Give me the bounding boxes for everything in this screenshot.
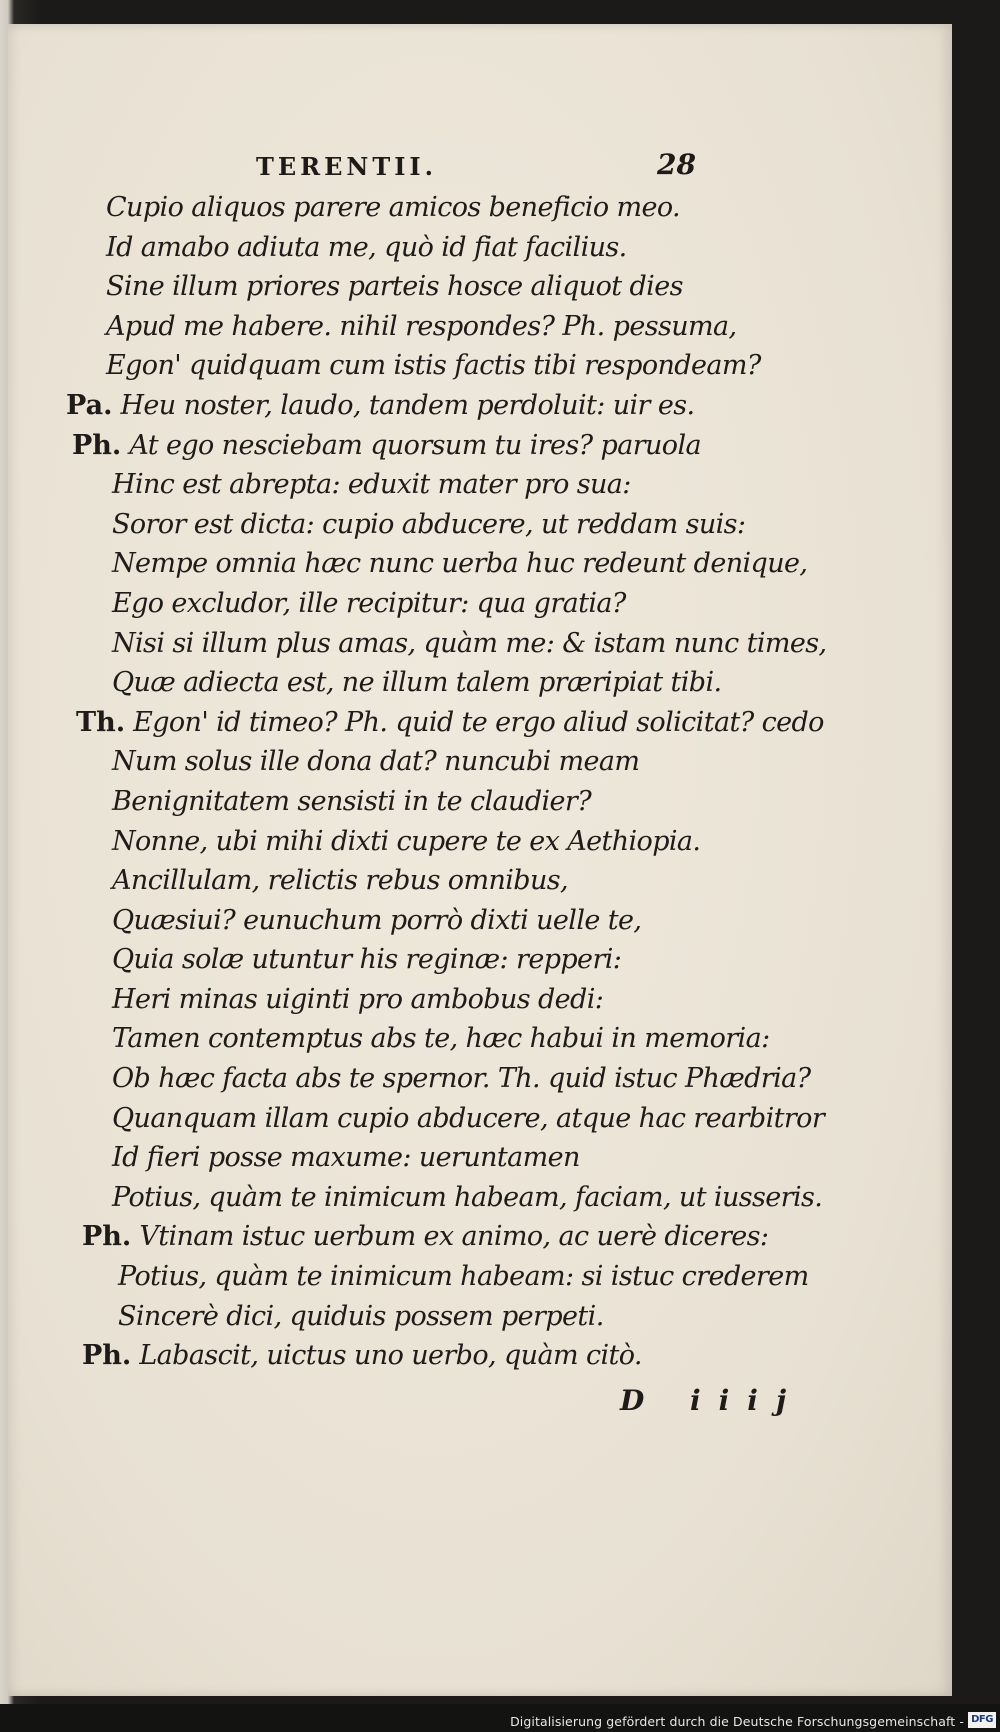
verse-line [66,1099,825,1139]
verse-line [66,1336,766,1376]
verse-line [66,742,766,782]
verse-line [66,663,766,703]
verse-text: Soror est dicta: cupio abducere, ut reddam suis: [112,508,746,540]
dfg-logo-icon: DFG [968,1712,996,1728]
verse-text: Tamen contemptus abs te, hæc habui in memoria: [112,1023,770,1055]
verse-line [66,861,766,901]
verse-text: Vtinam istuc uerbum ex animo, ac uerè diceres: [139,1221,769,1253]
verse-line [66,901,766,941]
verse-line [66,188,766,228]
verse-text: Nempe omnia hæc nunc uerba huc redeunt denique, [112,548,808,580]
verse-text: Potius, quàm te inimicum habeam: si istuc crederem [118,1261,809,1293]
verse-line [66,346,766,386]
verse-text: Cupio aliquos parere amicos beneficio meo. [106,192,681,223]
verse-line [66,1217,769,1257]
verse-line [66,822,766,862]
verse-text: Labascit, uictus uno uerbo, quàm citò. [139,1340,642,1372]
speaker-label: Pa. [66,389,113,421]
digitization-credit: Digitalisierung gefördert durch die Deutsche Forschungsgemeinschaft - [510,1714,964,1729]
speaker-label: Th. [76,706,126,738]
verse-text: Ego excludor, ille recipitur: qua gratia? [112,587,626,619]
signature-mark: D iiij [620,1384,805,1417]
verse-line [66,624,827,664]
verse-text: Heu noster, laudo, tandem perdoluit: uir es. [120,389,695,421]
verse-line [66,980,766,1020]
verse-line [66,267,766,307]
running-title: TERENTII. [256,152,437,181]
verse-text: Apud me habere. nihil respondes? Ph. pessuma, [106,310,737,342]
verse-text: Egon' id timeo? Ph. quid te ergo aliud solicitat? cedo [133,706,824,738]
verse-line [66,584,766,624]
page-number: 28 [657,148,696,181]
verse-line [66,505,766,545]
verse-line [66,1297,766,1337]
verse-text: Id fieri posse maxume: ueruntamen [112,1142,580,1174]
verse-text: Quæsiui? eunuchum porrò dixti uelle te, [112,904,642,936]
verse-line [66,426,766,466]
verse-text: Quia solæ utuntur his reginæ: repperi: [112,944,622,976]
verse-line [66,703,824,743]
verse-text: Sincerè dici, quiduis possem perpeti. [118,1300,604,1332]
verse-text: Nisi si illum plus amas, quàm me: & istam nunc times, [112,627,827,659]
verse-text: Potius, quàm te inimicum habeam, faciam, ut iusseris. [112,1181,823,1213]
verse-text: Heri minas uiginti pro ambobus dedi: [112,983,604,1015]
verse-line [66,465,766,505]
verse-text: Quæ adiecta est, ne illum talem præripiat tibi. [112,667,722,699]
verse-line [66,1178,823,1218]
verse-text: Benignitatem sensisti in te claudier? [112,785,592,817]
speaker-label: Ph. [82,1221,132,1253]
verse-text: Ob hæc facta abs te spernor. Th. quid istuc Phædria? [112,1063,811,1095]
verse-text: Hinc est abrepta: eduxit mater pro sua: [112,469,631,501]
verse-line [66,386,766,426]
verse-line [66,940,766,980]
verse-line [66,1138,766,1178]
verse-line [66,1059,811,1099]
verse-line [66,307,766,347]
verse-line [66,544,808,584]
book-page [8,24,952,1696]
verse-text: At ego nesciebam quorsum tu ires? paruola [129,429,701,461]
verse-line [66,1257,809,1297]
verse-text: Num solus ille dona dat? nuncubi meam [112,746,640,778]
page-header [256,148,696,182]
speaker-label: Ph. [72,429,122,461]
verse-line [66,228,766,268]
verse-text: Egon' quidquam cum istis factis tibi respondeam? [106,350,761,382]
verse-text: Nonne, ubi mihi dixti cupere te ex Aethiopia. [112,825,701,857]
verse-line [66,782,766,822]
speaker-label: Ph. [82,1340,132,1372]
verse-text: Sine illum priores parteis hosce aliquot dies [106,271,683,303]
verse-text: Ancillulam, relictis rebus omnibus, [112,865,568,897]
verse-line [66,1019,770,1059]
verse-text: Id amabo adiuta me, quò id fiat facilius. [106,231,627,263]
verse-text-block [66,188,827,1376]
verse-text: Quanquam illam cupio abducere, atque hac rearbitror [112,1102,825,1134]
